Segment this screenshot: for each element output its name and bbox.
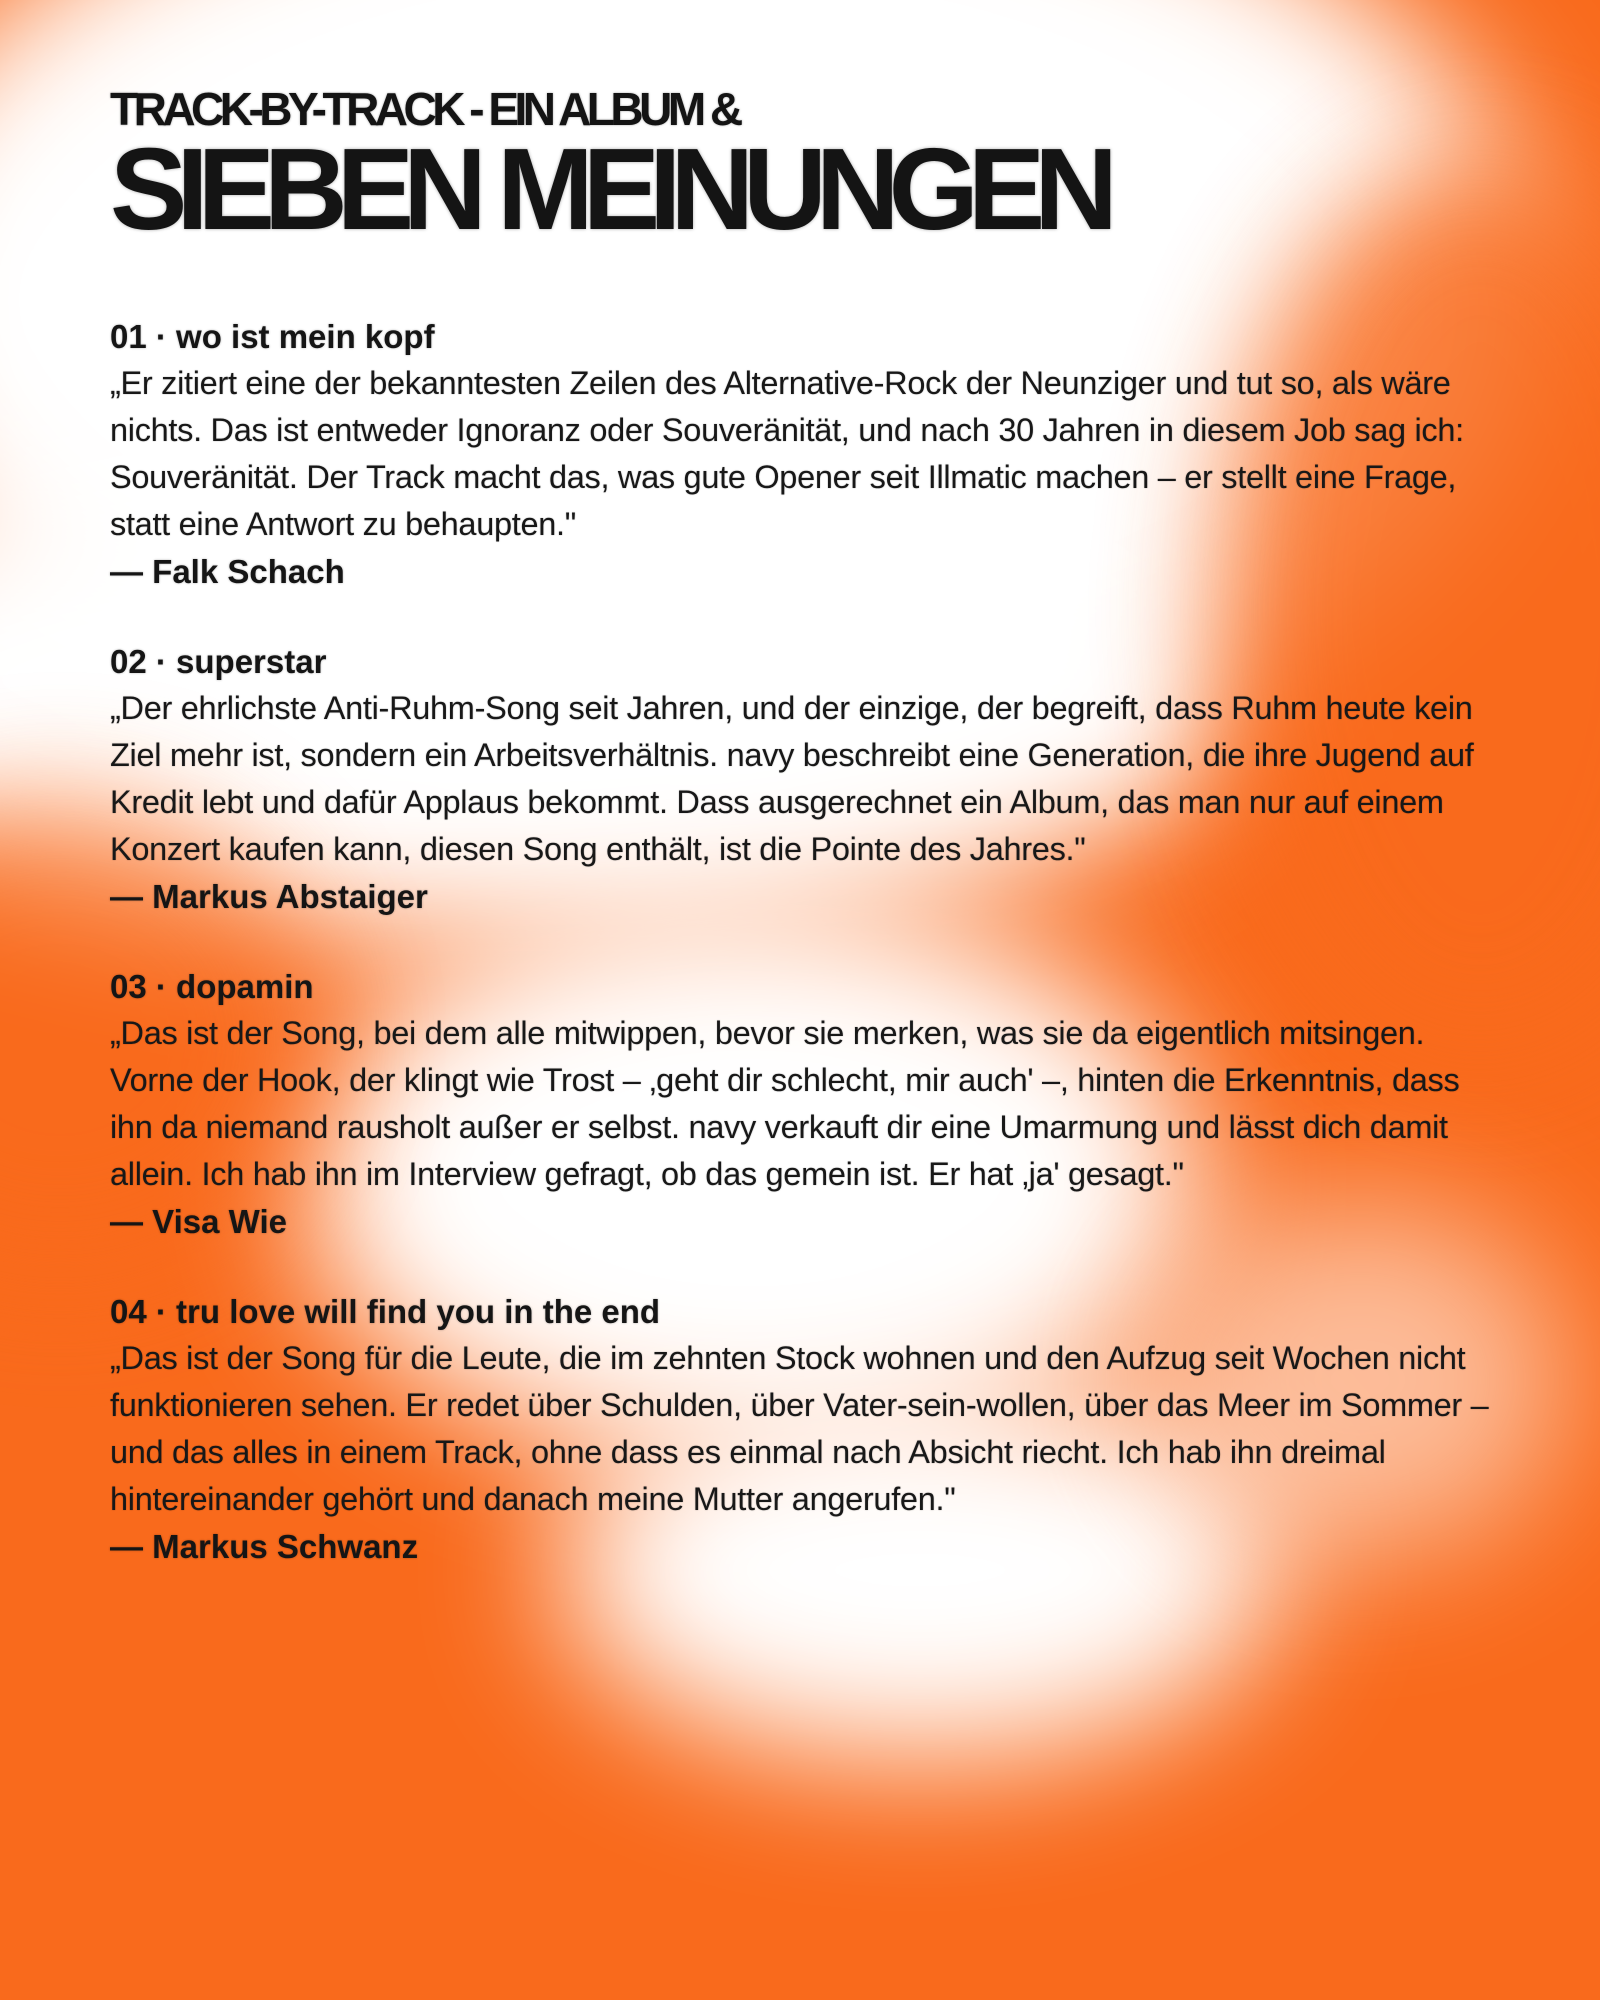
track-list	[110, 314, 1510, 1570]
track-author: — Markus Schwanz	[110, 1528, 419, 1565]
track-title: 03 · dopamin	[110, 968, 314, 1005]
track-review	[110, 1289, 1510, 1570]
page-header	[110, 83, 1510, 254]
track-quote: „Der ehrlichste Anti-Ruhm-Song seit Jahren, und der einzige, der begreift, dass Ruhm heute kein Ziel mehr ist, sondern ein Arbeitsverhältnis. navy beschreibt eine Generation, die ihre Jugend auf Kredit lebt und dafür Applaus bekommt. Dass ausgerechnet ein Album, das man nur auf einem Konzert kaufen kann, diesen Song enthält, ist die Pointe des Jahres."	[110, 690, 1474, 867]
track-review	[110, 314, 1510, 595]
track-review	[110, 639, 1510, 920]
track-author: — Falk Schach	[110, 553, 345, 590]
track-quote: „Er zitiert eine der bekanntesten Zeilen des Alternative-Rock der Neunziger und tut so, als wäre nichts. Das ist entweder Ignoranz oder Souveränität, und nach 30 Jahren in diesem Job sag ich: Souveränität. Der Track macht das, was gute Opener seit Illmatic machen – er stellt eine Frage, statt eine Antwort zu behaupten."	[110, 365, 1464, 542]
page-title: SIEBEN MEINUNGEN	[110, 124, 1108, 254]
track-author: — Markus Abstaiger	[110, 878, 428, 915]
track-quote: „Das ist der Song für die Leute, die im zehnten Stock wohnen und den Aufzug seit Wochen nicht funktionieren sehen. Er redet über Schulden, über Vater-sein-wollen, über das Meer im Sommer – und das alles in einem Track, ohne dass es einmal nach Absicht riecht. Ich hab ihn dreimal hintereinander gehört und danach meine Mutter angerufen."	[110, 1340, 1489, 1517]
track-review	[110, 964, 1510, 1245]
track-author: — Visa Wie	[110, 1203, 288, 1240]
track-title: 02 · superstar	[110, 643, 327, 680]
track-quote: „Das ist der Song, bei dem alle mitwippen, bevor sie merken, was sie da eigentlich mitsingen. Vorne der Hook, der klingt wie Trost – ‚geht dir schlecht, mir auch' –, hinten die Erkenntnis, dass ihn da niemand rausholt außer er selbst. navy verkauft dir eine Umarmung und lässt dich damit allein. Ich hab ihn im Interview gefragt, ob das gemein ist. Er hat ‚ja' gesagt."	[110, 1015, 1460, 1192]
track-title: 01 · wo ist mein kopf	[110, 318, 435, 355]
track-title: 04 · tru love will find you in the end	[110, 1293, 661, 1330]
header-kicker: TRACK-BY-TRACK - EIN ALBUM &	[110, 83, 739, 135]
